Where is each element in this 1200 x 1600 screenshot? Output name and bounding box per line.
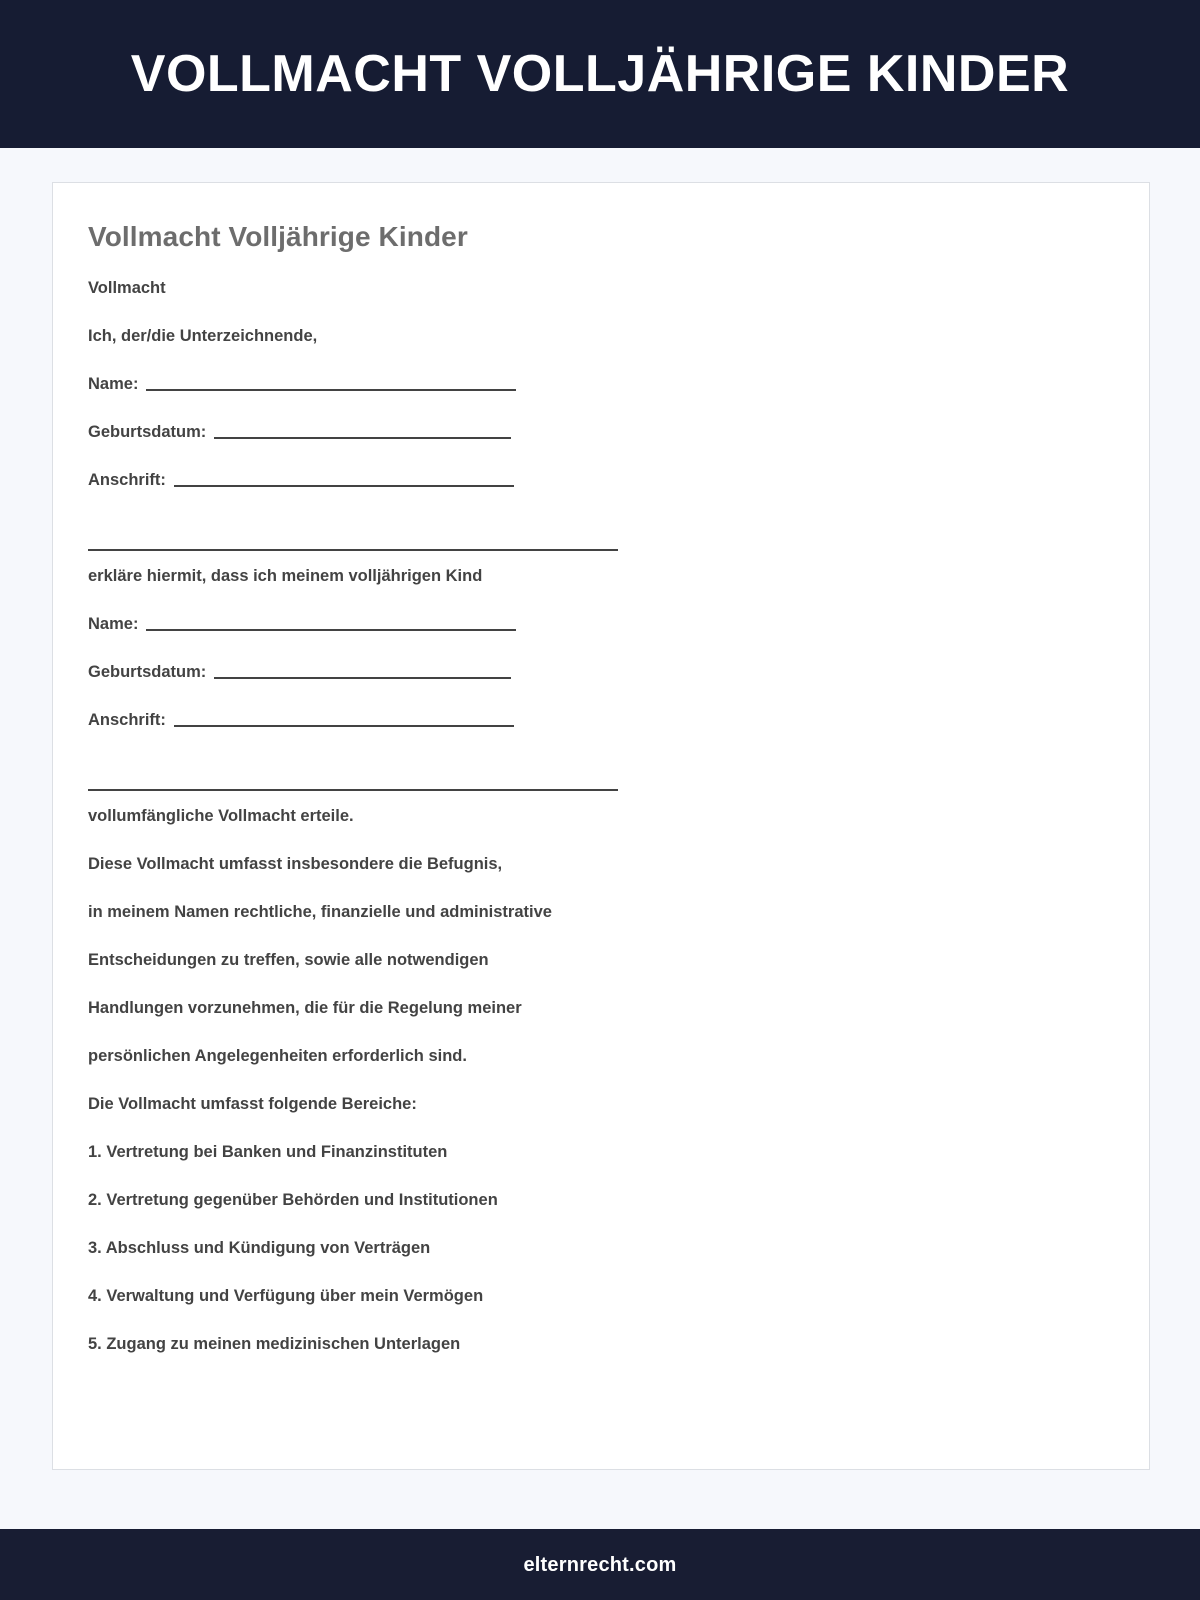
- document-scope-line: [88, 1048, 1114, 1096]
- field-row-child-address: [88, 712, 1114, 760]
- document-area-item-text: 3. Abschluss und Kündigung von Verträgen: [88, 1239, 431, 1257]
- footer-site-name: elternrecht.com: [523, 1553, 677, 1576]
- field-row-principal-name: [88, 376, 1114, 424]
- field-label-principal-address: Anschrift:: [88, 471, 166, 489]
- document-grant: [88, 808, 1114, 856]
- page-footer-banner: [0, 1529, 1200, 1600]
- document-areas-intro: [88, 1096, 1114, 1144]
- field-blank-principal-name[interactable]: [146, 376, 516, 391]
- field-blank-principal-birthdate[interactable]: [214, 424, 511, 439]
- document-body: [88, 280, 1114, 1384]
- document-declaration: [88, 568, 1114, 616]
- document-area-item: [88, 1240, 1114, 1288]
- field-row-child-name: [88, 616, 1114, 664]
- document-scope-line: [88, 856, 1114, 904]
- field-blank-child-address[interactable]: [174, 712, 514, 727]
- document-area-item-text: 5. Zugang zu meinen medizinischen Unterlagen: [88, 1335, 461, 1353]
- document-declaration-text: erkläre hiermit, dass ich meinem volljährigen Kind: [88, 567, 483, 585]
- field-blank-child-name[interactable]: [146, 616, 516, 631]
- document-intro: [88, 328, 1114, 376]
- document-area-item-text: 2. Vertretung gegenüber Behörden und Institutionen: [88, 1191, 498, 1209]
- field-blank-child-birthdate[interactable]: [214, 664, 511, 679]
- document-intro-text: Ich, der/die Unterzeichnende,: [88, 327, 318, 345]
- document-area-item: [88, 1336, 1114, 1384]
- field-blank-principal-address[interactable]: [174, 472, 514, 487]
- document-card: [52, 182, 1150, 1470]
- field-row-child-address-line2: [88, 760, 1114, 808]
- document-scope-line-text: in meinem Namen rechtliche, finanzielle und administrative: [88, 903, 552, 921]
- document-grant-text: vollumfängliche Vollmacht erteile.: [88, 807, 354, 825]
- document-title: Vollmacht Volljährige Kinder: [88, 221, 468, 252]
- document-areas-intro-text: Die Vollmacht umfasst folgende Bereiche:: [88, 1095, 417, 1113]
- page-header-title: VOLLMACHT VOLLJÄHRIGE KINDER: [130, 45, 1070, 103]
- document-scope-line-text: persönlichen Angelegenheiten erforderlich sind.: [88, 1047, 467, 1065]
- field-row-principal-address: [88, 472, 1114, 520]
- document-scope-line-text: Entscheidungen zu treffen, sowie alle notwendigen: [88, 951, 489, 969]
- field-blank-principal-address-line2[interactable]: [88, 549, 618, 551]
- document-scope-line: [88, 904, 1114, 952]
- field-row-principal-address-line2: [88, 520, 1114, 568]
- document-area-item-text: 4. Verwaltung und Verfügung über mein Vermögen: [88, 1287, 484, 1305]
- field-label-child-address: Anschrift:: [88, 711, 166, 729]
- field-blank-child-address-line2[interactable]: [88, 789, 618, 791]
- document-area-item: [88, 1144, 1114, 1192]
- document-scope-line: [88, 1000, 1114, 1048]
- document-section-heading: [88, 280, 1114, 328]
- document-area-item: [88, 1288, 1114, 1336]
- document-scope-line-text: Diese Vollmacht umfasst insbesondere die Befugnis,: [88, 855, 503, 873]
- document-scope-line: [88, 952, 1114, 1000]
- page-header-banner: [0, 0, 1200, 148]
- document-scope-line-text: Handlungen vorzunehmen, die für die Regelung meiner: [88, 999, 522, 1017]
- field-label-child-birthdate: Geburtsdatum:: [88, 663, 207, 681]
- document-section-heading-text: Vollmacht: [88, 279, 166, 297]
- field-row-principal-birthdate: [88, 424, 1114, 472]
- document-area-item-text: 1. Vertretung bei Banken und Finanzinstituten: [88, 1143, 448, 1161]
- field-label-principal-name: Name:: [88, 375, 139, 393]
- field-label-child-name: Name:: [88, 615, 139, 633]
- field-row-child-birthdate: [88, 664, 1114, 712]
- field-label-principal-birthdate: Geburtsdatum:: [88, 423, 207, 441]
- document-area-item: [88, 1192, 1114, 1240]
